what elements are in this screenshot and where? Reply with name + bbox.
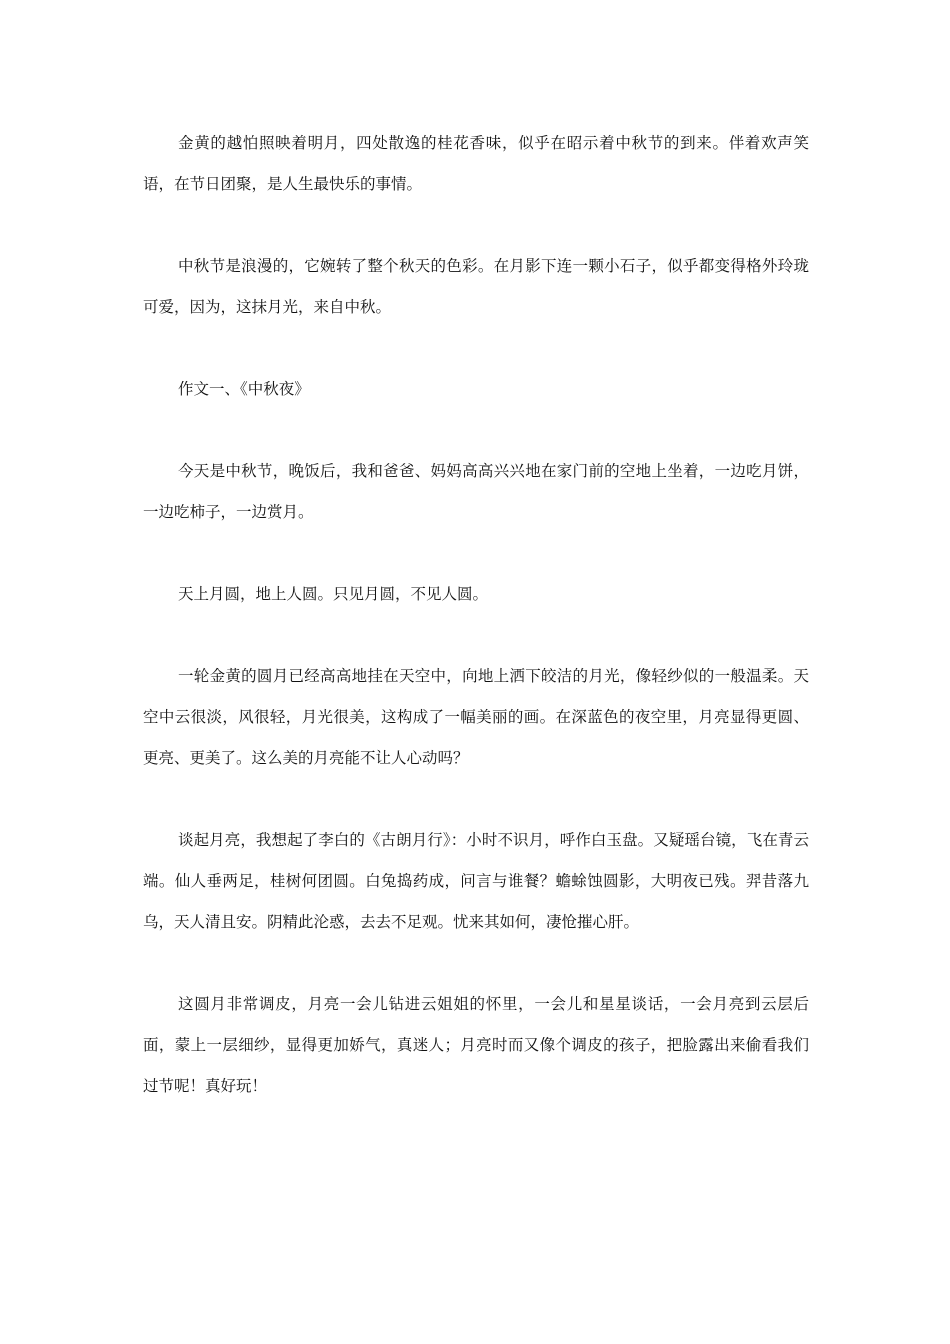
essay-title: 作文一、《中秋夜》 — [178, 380, 310, 398]
paragraph-intro: 金黄的越怕照映着明月，四处散逸的桂花香味，似乎在昭示着中秋节的到来。伴着欢声笑语，在节日团聚，是人生最快乐的事情。 — [143, 134, 809, 193]
paragraph-poem: 谈起月亮，我想起了李白的《古朗月行》：小时不识月，呼作白玉盘。又疑瑶台镜，飞在青云端。仙人垂两足，桂树何团圆。白兔捣药成，问言与谁餐？蟾蜍蚀圆影，大明夜已残。羿昔落九乌，天人清且安。阴精此沦惑，去去不足观。忧来其如何，凄怆摧心肝。 — [143, 831, 809, 931]
paragraph-full-moon: 天上月圆，地上人圆。只见月圆，不见人圆。 — [178, 585, 489, 603]
document-page — [143, 123, 809, 1107]
paragraph-playful-moon: 这圆月非常调皮，月亮一会儿钻进云姐姐的怀里，一会儿和星星谈话，一会月亮到云层后面，蒙上一层细纱，显得更加娇气，真迷人；月亮时而又像个调皮的孩子，把脸露出来偷看我们过节呢！真好玩！ — [143, 995, 809, 1095]
paragraph-evening: 今天是中秋节，晚饭后，我和爸爸、妈妈高高兴兴地在家门前的空地上坐着，一边吃月饼，一边吃柿子，一边赏月。 — [143, 462, 809, 521]
paragraph-romance: 中秋节是浪漫的，它婉转了整个秋天的色彩。在月影下连一颗小石子，似乎都变得格外玲珑可爱，因为，这抹月光，来自中秋。 — [143, 257, 809, 316]
paragraph-moon-description: 一轮金黄的圆月已经高高地挂在天空中，向地上洒下皎洁的月光，像轻纱似的一般温柔。天空中云很淡，风很轻，月光很美，这构成了一幅美丽的画。在深蓝色的夜空里，月亮显得更圆、更亮、更美了。这么美的月亮能不让人心动吗？ — [143, 667, 809, 767]
